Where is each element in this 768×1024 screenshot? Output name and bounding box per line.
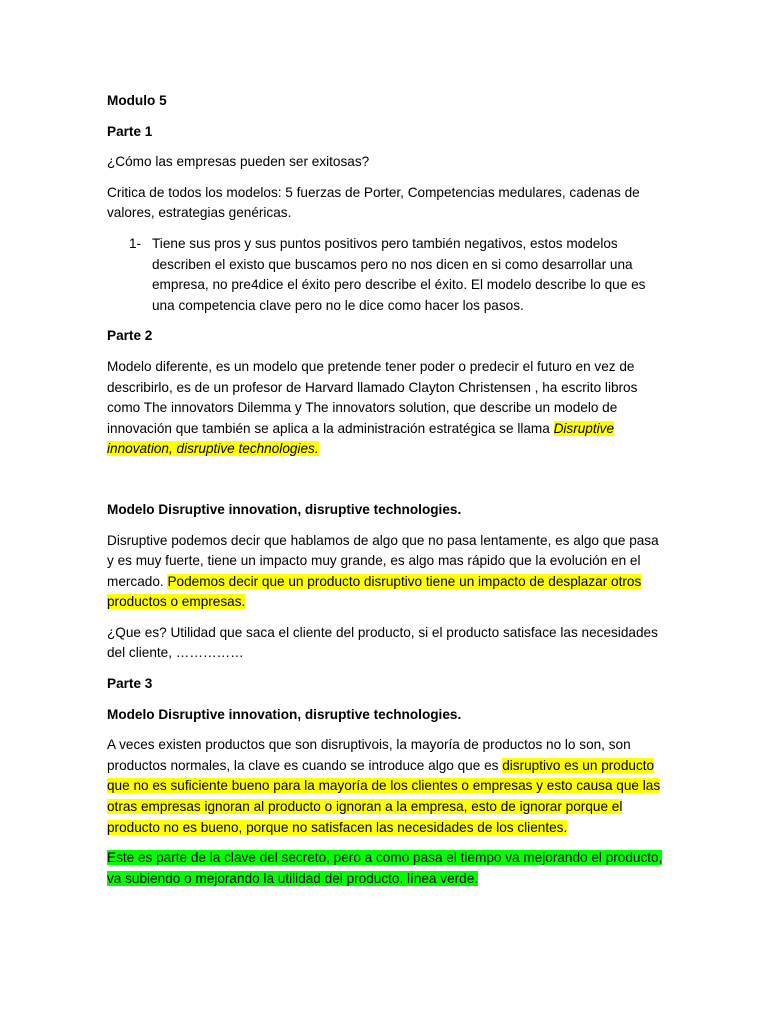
- part2-highlight: Disruptive innovation, disruptive technologies.: [107, 420, 615, 457]
- part1-question: ¿Cómo las empresas pueden ser exitosas?: [107, 154, 370, 170]
- model-question: ¿Que es? Utilidad que saca el cliente del producto, si el producto satisface las necesidades del cliente, ……………: [107, 624, 658, 661]
- list-item: [107, 234, 663, 316]
- document-page: [107, 91, 663, 899]
- part3-green-highlight: Este es parte de la clave del secreto, pero a como pasa el tiempo va mejorando el producto, va subiendo o mejorando la utilidad del producto. línea verde.: [107, 850, 663, 886]
- part3-subheading: Modelo Disruptive innovation, disruptive technologies.: [107, 706, 462, 722]
- part1-critique: Critica de todos los modelos: 5 fuerzas de Porter, Competencias medulares, cadenas de valores, estrategias genéricas.: [107, 184, 640, 221]
- model-paragraph: [107, 531, 663, 613]
- list-item-number: 1-: [129, 235, 142, 251]
- part2-paragraph-text: Modelo diferente, es un modelo que pretende tener poder o predecir el futuro en vez de describirlo, es de un profesor de Harvard llamado Clayton Christensen , ha escrito libros como The innovators Dilemma y The innovators solution, que describe un modelo de innovación que también se aplica a la administración estratégica se llama: [107, 358, 638, 436]
- document-title: Modulo 5: [107, 93, 167, 108]
- list-item-text: Tiene sus pros y sus puntos positivos pero también negativos, estos modelos describen el existo que buscamos pero no nos dicen en si como desarrollar una empresa, no pre4dice el éxito pero describe el éxito. El modelo describe lo que es una competencia clave pero no le dice como hacer los pasos.: [152, 235, 646, 313]
- part3-paragraph: [107, 735, 663, 838]
- part3-green-paragraph: [107, 848, 663, 889]
- part2-paragraph: [107, 357, 663, 460]
- model-highlight: Podemos decir que un producto disruptivo tiene un impacto de desplazar otros productos o empresas.: [107, 573, 642, 610]
- part2-heading: Parte 2: [107, 328, 153, 344]
- part1-list: [107, 234, 663, 316]
- part3-heading: Parte 3: [107, 676, 153, 692]
- part1-heading: Parte 1: [107, 123, 153, 139]
- model-paragraph-text: Disruptive podemos decir que hablamos de algo que no pasa lentamente, es algo que pasa y es muy fuerte, tiene un impacto muy grande, es algo mas rápido que la evolución en el mercado.: [107, 532, 659, 589]
- spacer: [107, 470, 663, 500]
- part3-paragraph-text: A veces existen productos que son disruptivois, la mayoría de productos no lo son, son productos normales, la clave es cuando se introduce algo que es: [107, 737, 631, 773]
- model-heading: Modelo Disruptive innovation, disruptive technologies.: [107, 501, 462, 517]
- part3-highlight: disruptivo es un producto que no es suficiente bueno para la mayoría de los clientes o empresas y esto causa que las otras empresas ignoran al producto o ignoran a la empresa, esto de ignorar porque el producto no es bueno, porque no satisfacen las necesidades de los clientes.: [107, 757, 661, 835]
